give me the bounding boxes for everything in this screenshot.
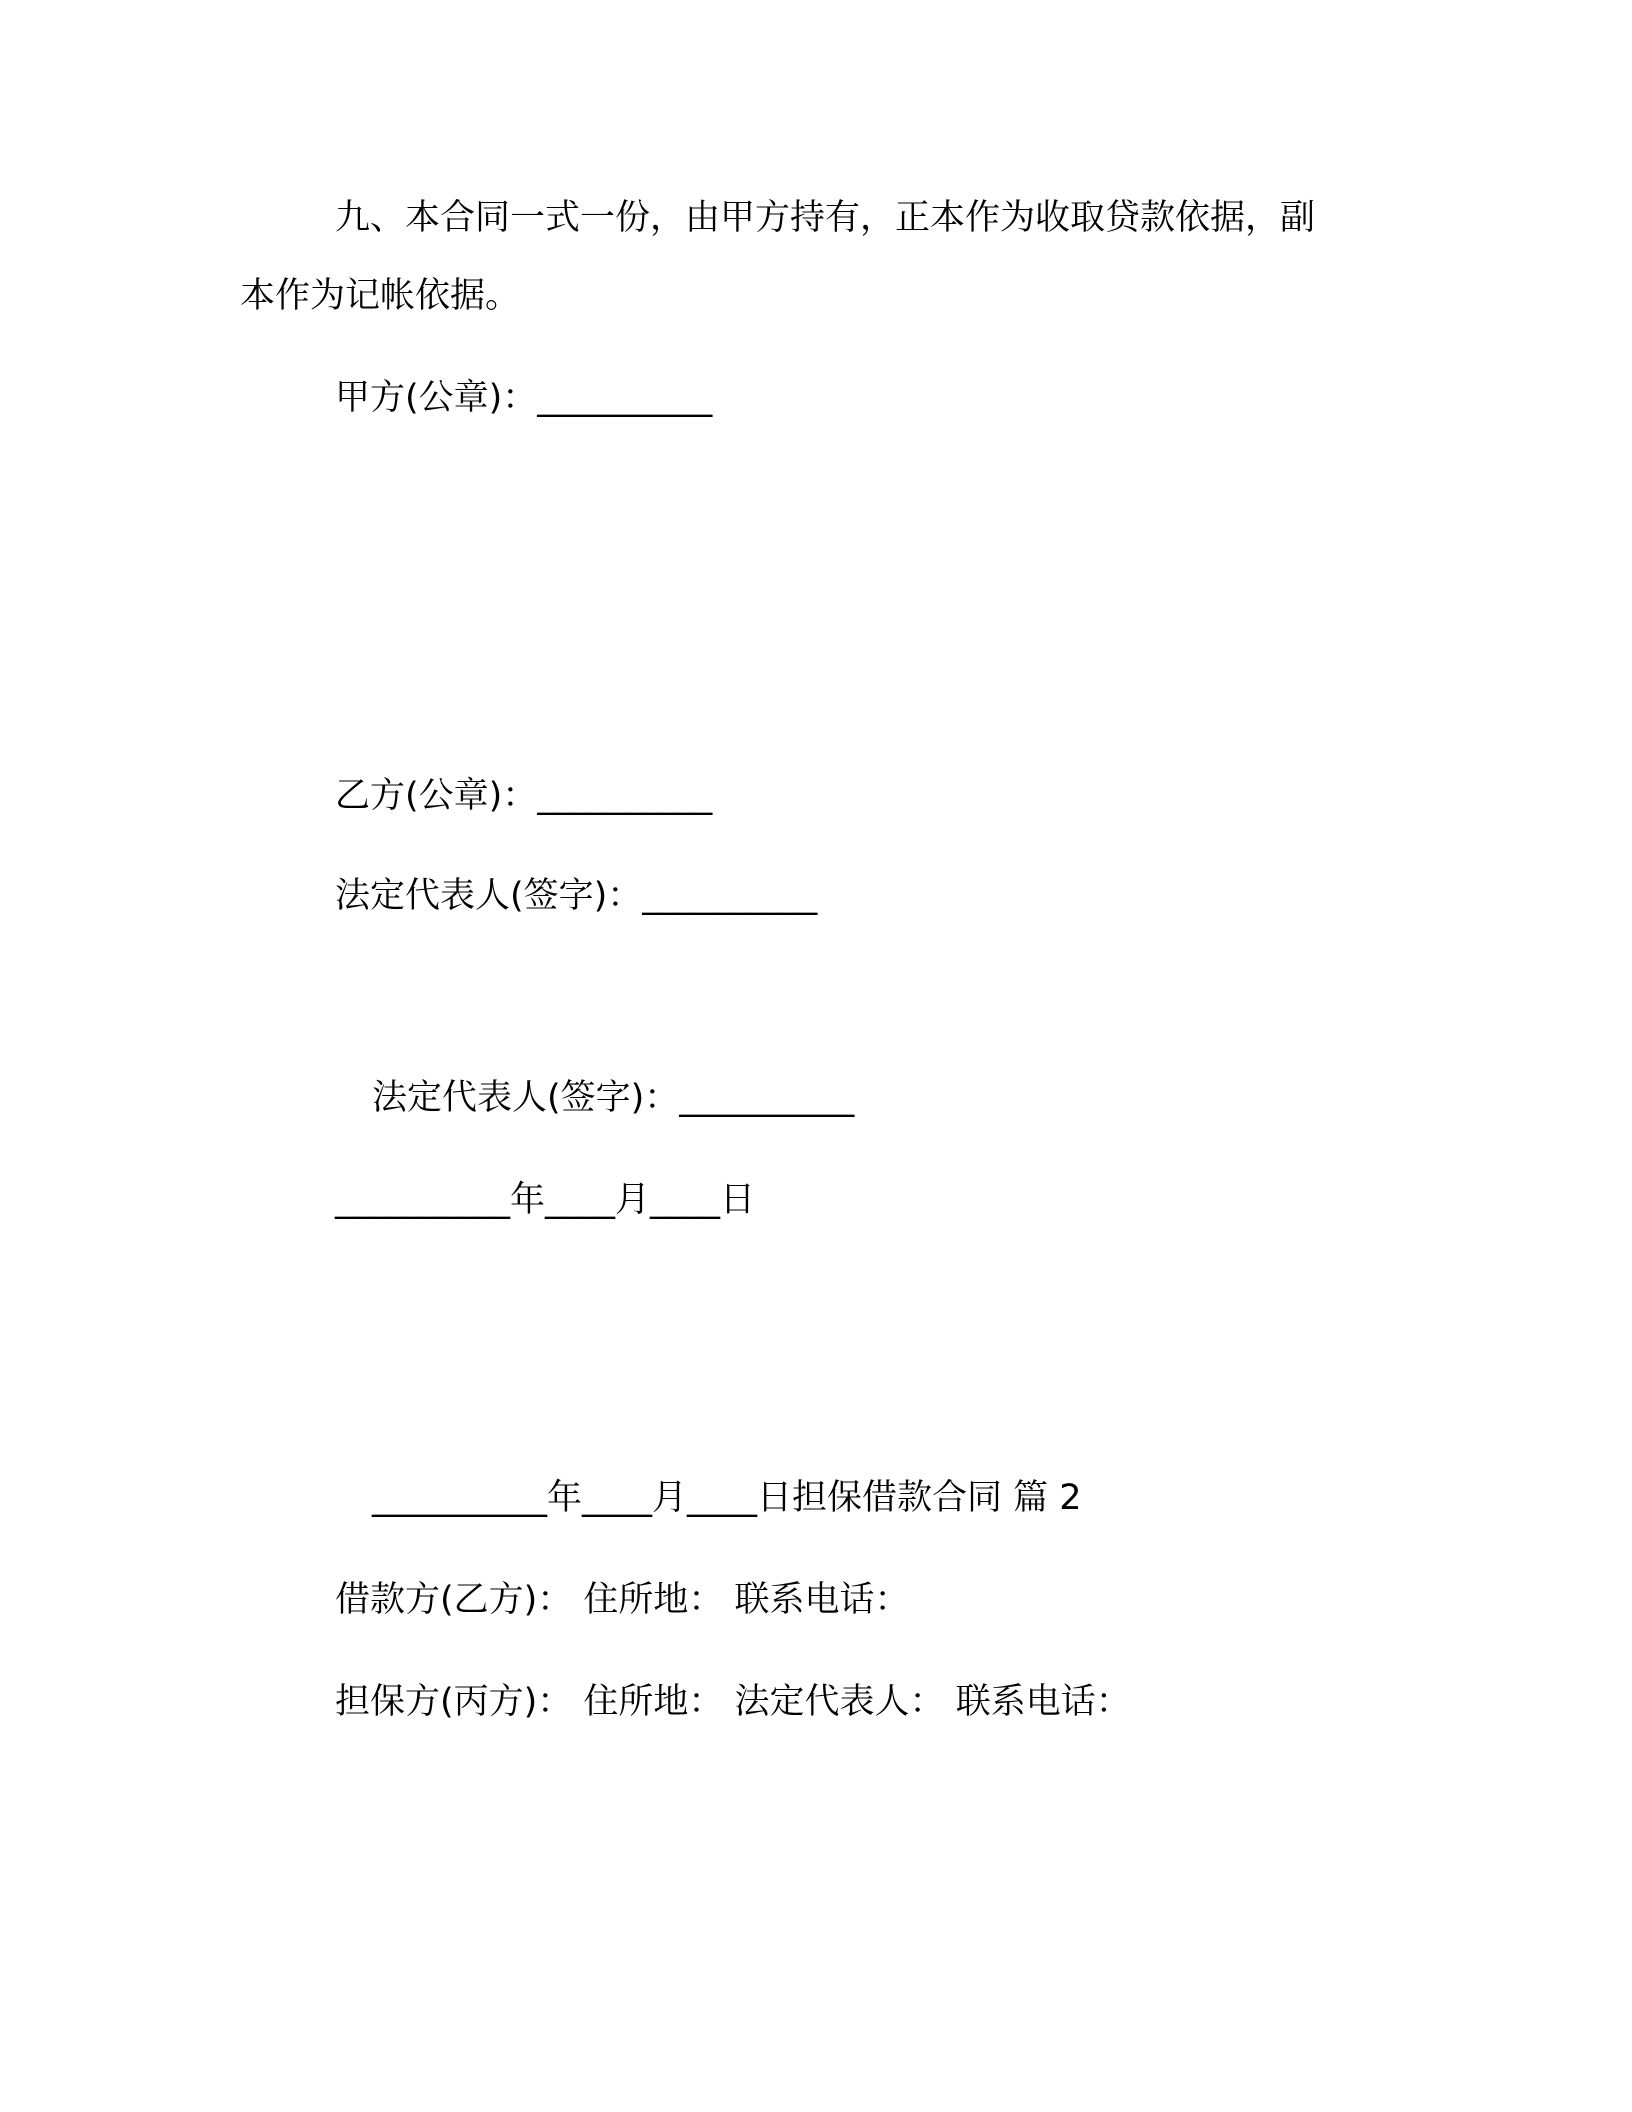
legal-representative-signature-field-2: 法定代表人(签字)：__________ — [372, 1078, 855, 1118]
section-heading: __________年____月____日担保借款合同 篇 2 — [372, 1478, 1082, 1518]
party-b-seal-field: 乙方(公章)：__________ — [335, 776, 713, 816]
guarantor-info-line: 担保方(丙方)： 住所地： 法定代表人： 联系电话： — [335, 1682, 1131, 1722]
party-a-seal-field: 甲方(公章)：__________ — [335, 378, 713, 418]
borrower-info-line: 借款方(乙方)： 住所地： 联系电话： — [335, 1580, 910, 1620]
date-field: __________年____月____日 — [335, 1180, 756, 1220]
legal-representative-signature-field: 法定代表人(签字)：__________ — [335, 876, 818, 916]
clause-nine-line-2: 本作为记帐依据。 — [240, 276, 521, 316]
clause-nine-line-1: 九、本合同一式一份，由甲方持有，正本作为收取贷款依据，副 — [335, 198, 1316, 238]
